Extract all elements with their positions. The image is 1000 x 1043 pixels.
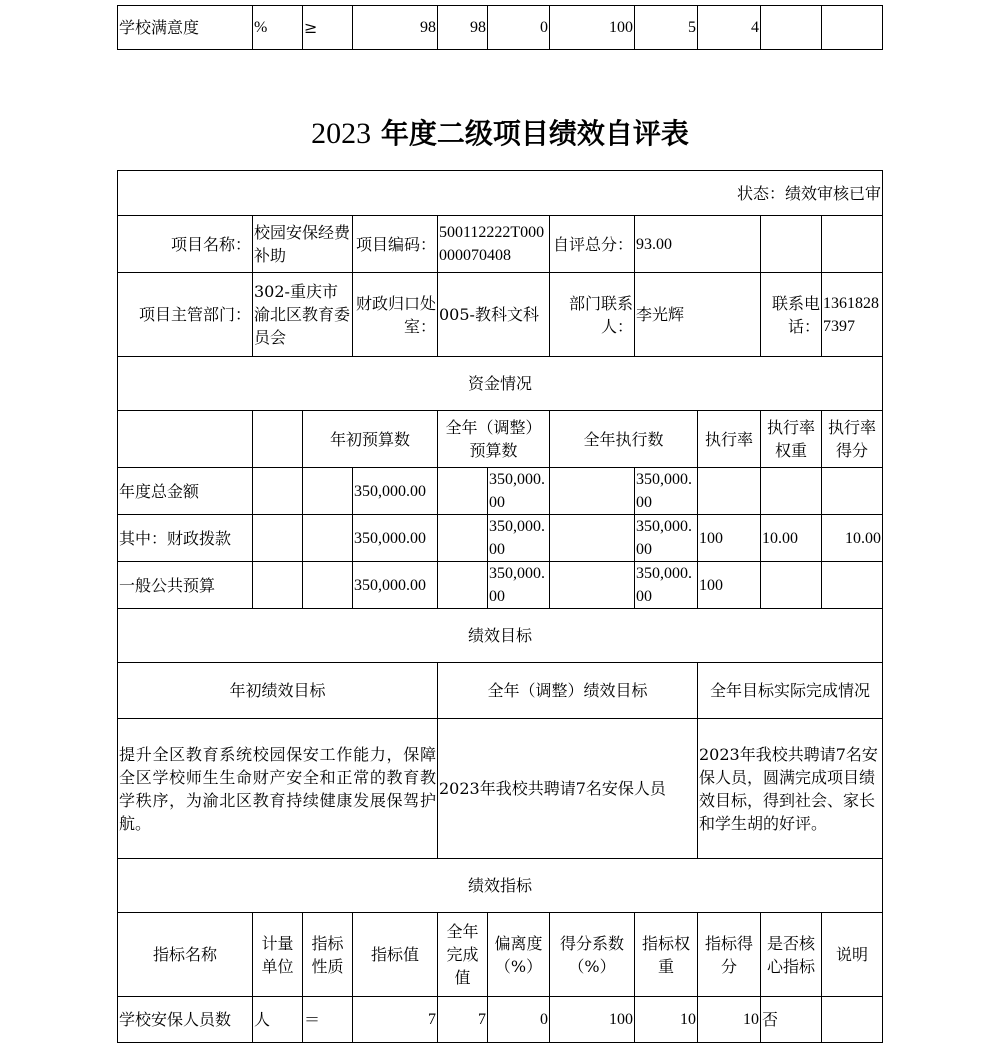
col-rate: 执行率 bbox=[698, 411, 761, 468]
indicator-score: 10 bbox=[698, 997, 761, 1043]
funds-section-title: 资金情况 bbox=[118, 357, 883, 411]
dept-name: 302-重庆市渝北区教育委员会 bbox=[253, 273, 353, 357]
adjusted-goal-text: 2023年我校共聘请7名安保人员 bbox=[438, 719, 698, 859]
project-info-row bbox=[118, 216, 883, 273]
indicator-score: 4 bbox=[698, 6, 761, 50]
contact-person: 李光辉 bbox=[635, 273, 761, 357]
indicator-coef: 100 bbox=[550, 997, 635, 1043]
fund-rate: 100 bbox=[698, 515, 761, 562]
goals-section-row bbox=[118, 609, 883, 663]
fund-rate: 100 bbox=[698, 562, 761, 609]
col-weight: 指标权重 bbox=[635, 913, 698, 997]
empty-cell bbox=[438, 562, 488, 609]
indicator-value: 7 bbox=[353, 997, 438, 1043]
table-row bbox=[118, 515, 883, 562]
table-row bbox=[118, 562, 883, 609]
indicators-section-row bbox=[118, 859, 883, 913]
fund-adjusted: 350,000.00 bbox=[488, 515, 550, 562]
empty-cell bbox=[253, 515, 303, 562]
title-year: 2023 bbox=[311, 117, 372, 150]
dept-label: 项目主管部门： bbox=[118, 273, 253, 357]
empty-cell bbox=[550, 562, 635, 609]
indicator-weight: 10 bbox=[635, 997, 698, 1043]
empty-cell bbox=[761, 216, 822, 273]
col-initial-budget: 年初预算数 bbox=[303, 411, 438, 468]
self-score-label: 自评总分： bbox=[550, 216, 635, 273]
indicator-actual: 7 bbox=[438, 997, 488, 1043]
project-name: 校园安保经费补助 bbox=[253, 216, 353, 273]
col-rate-weight: 执行率权重 bbox=[761, 411, 822, 468]
initial-goal-text: 提升全区教育系统校园保安工作能力，保障全区学校师生生命财产安全和正常的教育教学秩序，为渝北区教育持续健康发展保驾护航。 bbox=[118, 719, 438, 859]
evaluation-table bbox=[117, 170, 883, 1043]
indicator-core bbox=[761, 6, 822, 50]
col-coef: 得分系数（%） bbox=[550, 913, 635, 997]
col-executed: 全年执行数 bbox=[550, 411, 698, 468]
fund-initial: 350,000.00 bbox=[353, 468, 438, 515]
fund-row-label: 年度总金额 bbox=[118, 468, 253, 515]
col-value: 指标值 bbox=[353, 913, 438, 997]
indicator-name: 学校安保人员数 bbox=[118, 997, 253, 1043]
empty-cell bbox=[253, 411, 303, 468]
indicator-note bbox=[822, 997, 883, 1043]
indicators-header-row bbox=[118, 913, 883, 997]
goals-header-row bbox=[118, 663, 883, 719]
empty-cell bbox=[118, 411, 253, 468]
fund-executed: 350,000.00 bbox=[635, 562, 698, 609]
goals-content-row bbox=[118, 719, 883, 859]
funds-section-row bbox=[118, 357, 883, 411]
project-code-label: 项目编码： bbox=[353, 216, 438, 273]
empty-cell bbox=[438, 468, 488, 515]
empty-cell bbox=[822, 216, 883, 273]
fund-initial: 350,000.00 bbox=[353, 562, 438, 609]
fund-adjusted: 350,000.00 bbox=[488, 562, 550, 609]
indicator-nature: ≥ bbox=[303, 6, 353, 50]
status-row bbox=[118, 171, 883, 216]
col-deviation: 偏离度（%） bbox=[488, 913, 550, 997]
col-unit: 计量单位 bbox=[253, 913, 303, 997]
col-actual: 全年完成值 bbox=[438, 913, 488, 997]
fund-row-label: 一般公共预算 bbox=[118, 562, 253, 609]
project-code: 500112222T000000070408 bbox=[438, 216, 550, 273]
fund-executed: 350,000.00 bbox=[635, 468, 698, 515]
indicator-actual: 98 bbox=[438, 6, 488, 50]
contact-label: 部门联系人： bbox=[550, 273, 635, 357]
project-name-label: 项目名称： bbox=[118, 216, 253, 273]
phone-label: 联系电话： bbox=[761, 273, 822, 357]
col-nature: 指标性质 bbox=[303, 913, 353, 997]
fund-executed: 350,000.00 bbox=[635, 515, 698, 562]
fund-rate-score bbox=[822, 562, 883, 609]
indicator-note bbox=[822, 6, 883, 50]
title-text: 年度二级项目绩效自评表 bbox=[380, 117, 689, 150]
col-core: 是否核心指标 bbox=[761, 913, 822, 997]
col-note: 说明 bbox=[822, 913, 883, 997]
empty-cell bbox=[303, 468, 353, 515]
fund-rate-weight: 10.00 bbox=[761, 515, 822, 562]
empty-cell bbox=[550, 468, 635, 515]
indicator-nature: ＝ bbox=[303, 997, 353, 1043]
col-actual-goal: 全年目标实际完成情况 bbox=[698, 663, 883, 719]
actual-goal-text: 2023年我校共聘请7名安保人员，圆满完成项目绩效目标，得到社会、家长和学生胡的好评。 bbox=[698, 719, 883, 859]
table-row bbox=[118, 997, 883, 1043]
col-adjusted-goal: 全年（调整）绩效目标 bbox=[438, 663, 698, 719]
indicator-core: 否 bbox=[761, 997, 822, 1043]
indicator-unit: 人 bbox=[253, 997, 303, 1043]
fund-adjusted: 350,000.00 bbox=[488, 468, 550, 515]
indicator-unit: % bbox=[253, 6, 303, 50]
indicators-section-title: 绩效指标 bbox=[118, 859, 883, 913]
empty-cell bbox=[253, 468, 303, 515]
indicator-target: 98 bbox=[353, 6, 438, 50]
phone-number: 13618287397 bbox=[822, 273, 883, 357]
fund-rate-score: 10.00 bbox=[822, 515, 883, 562]
empty-cell bbox=[550, 515, 635, 562]
funds-header-row bbox=[118, 411, 883, 468]
fund-rate-score bbox=[822, 468, 883, 515]
indicator-deviation: 0 bbox=[488, 6, 550, 50]
col-initial-goal: 年初绩效目标 bbox=[118, 663, 438, 719]
indicator-deviation: 0 bbox=[488, 997, 550, 1043]
col-rate-score: 执行率得分 bbox=[822, 411, 883, 468]
finance-label: 财政归口处室： bbox=[353, 273, 438, 357]
empty-cell bbox=[438, 515, 488, 562]
col-adjusted-budget: 全年（调整）预算数 bbox=[438, 411, 550, 468]
indicator-name: 学校满意度 bbox=[118, 6, 253, 50]
table-row bbox=[118, 6, 883, 50]
self-score: 93.00 bbox=[635, 216, 761, 273]
dept-info-row bbox=[118, 273, 883, 357]
indicator-coef: 100 bbox=[550, 6, 635, 50]
status-text: 状态：绩效审核已审 bbox=[118, 171, 883, 216]
fund-initial: 350,000.00 bbox=[353, 515, 438, 562]
fund-rate bbox=[698, 468, 761, 515]
finance-office: 005-教科文科 bbox=[438, 273, 550, 357]
page-title bbox=[0, 112, 1000, 152]
previous-table-fragment bbox=[117, 5, 883, 50]
empty-cell bbox=[303, 515, 353, 562]
fund-rate-weight bbox=[761, 468, 822, 515]
col-score: 指标得分 bbox=[698, 913, 761, 997]
col-indicator-name: 指标名称 bbox=[118, 913, 253, 997]
goals-section-title: 绩效目标 bbox=[118, 609, 883, 663]
empty-cell bbox=[303, 562, 353, 609]
fund-rate-weight bbox=[761, 562, 822, 609]
fund-row-label: 其中：财政拨款 bbox=[118, 515, 253, 562]
empty-cell bbox=[253, 562, 303, 609]
table-row bbox=[118, 468, 883, 515]
indicator-weight: 5 bbox=[635, 6, 698, 50]
